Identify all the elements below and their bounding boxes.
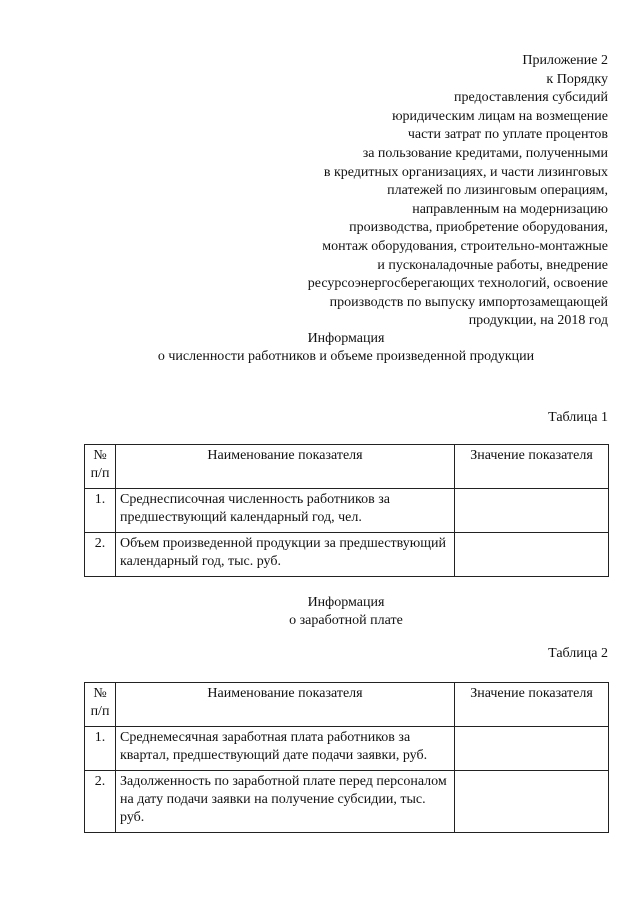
appendix-line: и пусконаладочные работы, внедрение [377, 257, 608, 273]
table1-label: Таблица 1 [548, 410, 608, 425]
section2-heading [0, 594, 640, 630]
table-2 [84, 682, 609, 833]
row-num: 1. [85, 727, 116, 771]
header-num-symbol: № [93, 686, 107, 701]
row-name: Объем произведенной продукции за предшествующий календарный год, тыс. руб. [116, 533, 455, 577]
row-value [455, 533, 609, 577]
appendix-header [308, 52, 608, 331]
row-num: 1. [85, 489, 116, 533]
row-name: Задолженность по заработной плате перед персоналом на дату подачи заявки на получение субсидии, тыс. руб. [116, 771, 455, 833]
appendix-line: юридическим лицам на возмещение [392, 108, 608, 124]
appendix-line: платежей по лизинговым операциям, [387, 183, 608, 199]
table-row [85, 727, 609, 771]
row-num: 2. [85, 533, 116, 577]
section1-heading-title: Информация [307, 331, 385, 346]
appendix-line: производства, приобретение оборудования, [349, 220, 608, 236]
appendix-line: направленным на модернизацию [412, 201, 608, 217]
table2-label: Таблица 2 [548, 646, 608, 661]
appendix-line: производств по выпуску импортозамещающей [329, 294, 608, 310]
header-value: Значение показателя [455, 683, 609, 727]
table-header-row [85, 445, 609, 489]
row-name: Среднемесячная заработная плата работников за квартал, предшествующий дате подачи заявки, руб. [116, 727, 455, 771]
row-name: Среднесписочная численность работников за предшествующий календарный год, чел. [116, 489, 455, 533]
appendix-line: монтаж оборудования, строительно-монтажные [322, 238, 608, 254]
table-row [85, 489, 609, 533]
header-name: Наименование показателя [116, 683, 455, 727]
header-num [85, 683, 116, 727]
header-num-abbr: п/п [90, 704, 110, 719]
header-num-abbr: п/п [90, 466, 110, 481]
table-row [85, 771, 609, 833]
appendix-line: продукции, на 2018 год [468, 313, 608, 329]
table-row [85, 533, 609, 577]
appendix-line: за пользование кредитами, полученными [362, 145, 608, 161]
row-num: 2. [85, 771, 116, 833]
appendix-line: части затрат по уплате процентов [407, 127, 608, 143]
appendix-line: Приложение 2 [522, 53, 608, 68]
header-num [85, 445, 116, 489]
section1-heading [0, 330, 640, 366]
section2-heading-subtitle: о заработной плате [289, 613, 403, 628]
appendix-line: ресурсоэнергосберегающих технологий, освоение [307, 276, 608, 292]
row-value [455, 727, 609, 771]
section1-heading-subtitle: о численности работников и объеме произведенной продукции [157, 349, 535, 364]
table-1 [84, 444, 609, 577]
row-value [455, 771, 609, 833]
table-header-row [85, 683, 609, 727]
appendix-line: предоставления субсидий [453, 90, 608, 106]
header-num-symbol: № [93, 448, 107, 463]
header-name: Наименование показателя [116, 445, 455, 489]
header-value: Значение показателя [455, 445, 609, 489]
appendix-line: к Порядку [546, 71, 608, 87]
row-value [455, 489, 609, 533]
section2-heading-title: Информация [307, 595, 385, 610]
appendix-line: в кредитных организациях, и части лизинговых [323, 164, 608, 180]
